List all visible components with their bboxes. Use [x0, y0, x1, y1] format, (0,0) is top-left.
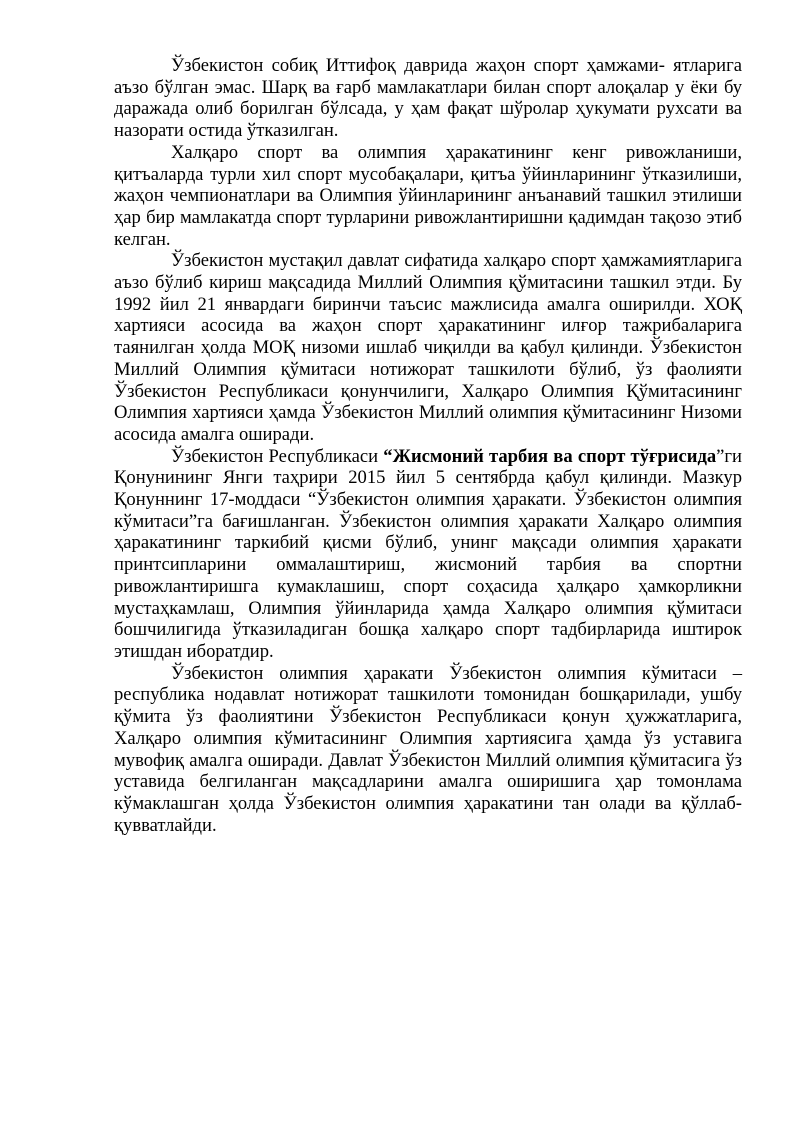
document-page	[114, 55, 742, 836]
paragraph-5: Ўзбекистон олимпия ҳаракати Ўзбекистон олимпия кўмитаси – республика нодавлат нотижорат ташкилоти томонидан бошқарилади, ушбу қўмита ўз фаолиятини Ўзбекистон Республикаси қонун ҳужжатларига, Халқаро олимпия кўмитасининг Олимпия хартиясига ҳамда ўз уставига мувофиқ амалга оширади. Давлат Ўзбекистон Миллий олимпия қўмитасига ўз уставида белгиланган мақсадларини амалга оширишига ҳар томонлама кўмаклашган ҳолда Ўзбекистон олимпия ҳаракатини тан олади ва қўллаб-қувватлайди.	[114, 662, 742, 836]
paragraph-3: Ўзбекистон мустақил давлат сифатида халқаро спорт ҳамжамиятларига аъзо бўлиб кириш мақсадида Миллий Олимпия қўмитасини ташкил этди. Бу 1992 йил 21 январдаги биринчи таъсис мажлисида амалга оширилди. ХОҚ хартияси асосида ва жаҳон спорт ҳаракатининг илғор тажрибаларига таянилган ҳолда МОҚ низоми ишлаб чиқилди ва қабул қилинди. Ўзбекистон Миллий Олимпия қўмитаси нотижорат ташкилоти бўлиб, ўз фаолияти Ўзбекистон Республикаси қонунчилиги, Халқаро Олимпия Қўмитасининг Олимпия хартияси ҳамда Ўзбекистон Миллий олимпия қўмитасининг Низоми асосида амалга оширади.	[114, 250, 742, 445]
paragraph-4-body: ”ги Қонунининг Янги таҳрири 2015 йил 5 сентябрда қабул қилинди. Мазкур Қонуннинг 17-моддаси “Ўзбекистон олимпия ҳаракати. Ўзбекистон олимпия кўмитаси”га бағишланган. Ўзбекистон олимпия ҳаракати Халқаро олимпия ҳаракатининг таркибий қисми бўлиб, унинг мақсади олимпия ҳаракати принтсипларини оммалаштириш, жисмоний тарбия ва спортни ривожлантиришга кумаклашиш, спорт соҳасида ҳалқаро ҳамкорликни мустаҳкамлаш, Олимпия ўйинларида ҳамда Халқаро олимпия қўмитаси бошчилигида ўтказиладиган бошқа халқаро спорт тадбирларида иштирок этишдан иборатдир.	[114, 445, 742, 662]
paragraph-4	[114, 446, 742, 663]
paragraph-1: Ўзбекистон собиқ Иттифоқ даврида жаҳон спорт ҳамжами- ятларига аъзо бўлган эмас. Шарқ ва ғарб мамлакатлари билан спорт алоқалар у ёки бу даражада олиб борилган бўлсада, у ҳам фақат шўролар ҳукумати рухсати ва назорати остида ўтказилган.	[114, 55, 742, 142]
law-title: “Жисмоний тарбия ва спорт тўғрисида	[383, 445, 717, 467]
paragraph-4-intro: Ўзбекистон Республикаси	[171, 445, 384, 467]
paragraph-2: Халқаро спорт ва олимпия ҳаракатининг кенг ривожланиши, қитъаларда турли хил спорт мусобақалари, қитъа ўйинларининг ўтказилиши, жаҳон чемпионатлари ва Олимпия ўйинларининг анъанавий ташкил этилиши ҳар бир мамлакатда спорт турларини ривожлантиришни қадимдан тақозо этиб келган.	[114, 141, 742, 250]
